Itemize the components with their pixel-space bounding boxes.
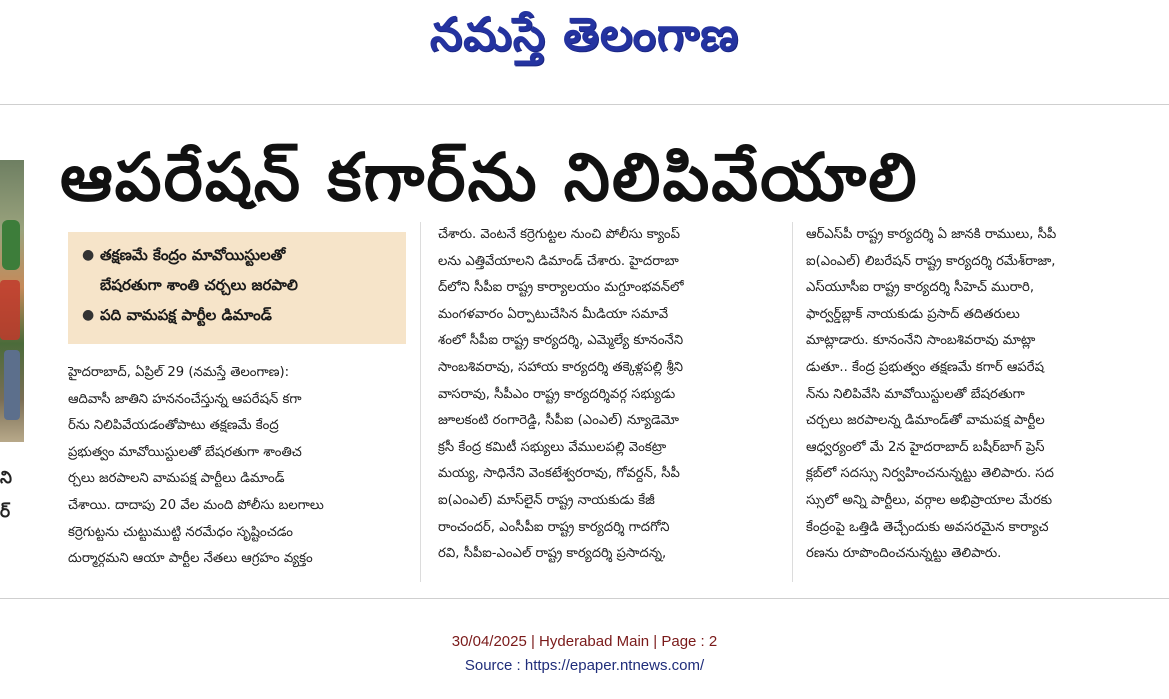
photo-figure <box>4 350 20 420</box>
article-text-line: చర్చలు జరపాలన్న డిమాండ్‌తో వామపక్ష పార్టీల <box>806 413 1045 429</box>
article-text-line: జూలకంటి రంగారెడ్డి, సీపీఐ (ఎంఎల్) న్యూడెమో <box>438 413 679 429</box>
highlight-line: తక్షణమే కేంద్రం మావోయిస్టులతో <box>100 246 286 264</box>
source-link[interactable]: Source : https://epaper.ntnews.com/ <box>464 657 705 674</box>
article-text-line: ఐ(ఎంఎల్) లిబరేషన్ రాష్ట్ర కార్యదర్శి రమేశ్‌రాజా, <box>806 253 1056 269</box>
article-text-line: మయ్య, సాధినేని వెంకటేశ్వరరావు, గోవర్దన్, సీపీ <box>438 466 680 482</box>
newspaper-title: నమస్తే తెలంగాణ <box>429 7 740 61</box>
article-text-line: లను ఎత్తివేయాలని డిమాండ్ చేశారు. హైదరాబా <box>438 253 679 269</box>
article-text-line: డుతూ.. కేంద్ర ప్రభుత్వం తక్షణమే కగార్ ఆపరేష <box>806 359 1045 375</box>
article-headline: ఆపరేషన్ కగార్‌ను నిలిపివేయాలి <box>60 139 919 216</box>
article-column-2 <box>438 222 780 568</box>
article-text-line: రవి, సీపీఐ-ఎంఎల్ రాష్ట్ర కార్యదర్శి ప్రసాదన్న, <box>438 546 667 562</box>
photo-figure <box>2 220 20 270</box>
article-column-3 <box>806 222 1152 568</box>
article-text-line: మాట్లాడారు. కూనంనేని సాంబశివరావు మాట్లా <box>806 333 1036 349</box>
article-text-line: రణను రూపొందించనున్నట్టు తెలిపారు. <box>806 546 1002 562</box>
column-divider <box>792 222 793 582</box>
highlight-box <box>68 232 406 344</box>
photo-fragment <box>0 160 24 442</box>
article-text-line: ర్‌ను నిలిపివేయడంతోపాటు తక్షణమే కేంద్ర <box>68 418 279 434</box>
article-text-line: శంలో సీపీఐ రాష్ట్ర కార్యదర్శి, ఎమ్మెల్యే కూనంనేని <box>438 333 684 349</box>
article-text-line: దుర్మార్గమని ఆయా పార్టీల నేతలు ఆగ్రహం వ్యక్తం <box>68 551 313 567</box>
article-text-line: స్సులో అన్ని పార్టీలు, వర్గాల అభిప్రాయాల మేరకు <box>806 492 1053 508</box>
masthead-divider <box>0 104 1169 105</box>
bullet-icon: ● <box>82 307 95 323</box>
masthead <box>0 0 1169 80</box>
highlight-line: బేషరతుగా శాంతి చర్చలు జరపాలి <box>100 276 298 294</box>
photo-figure <box>0 280 20 340</box>
article-text-line: చేశారు. వెంటనే కర్రెగుట్టల నుంచి పోలీసు క్యాంప్ <box>438 227 680 242</box>
article-text-line: ఎస్‌యూసీఐ రాష్ట్ర కార్యదర్శి సీహెచ్ మురారి, <box>806 280 1035 296</box>
article-text-line: ఫార్వర్డ్‌బ్లాక్ నాయకుడు ప్రసాద్ తదితరులు <box>806 306 1020 322</box>
article-text-line: ఆధ్వర్యంలో మే 2న హైదరాబాద్ బషీర్‌బాగ్ ప్రెస్ <box>806 439 1045 455</box>
article-text-line: సాంబశివరావు, సహాయ కార్యదర్శి తక్కెళ్లపల్లి శ్రీని <box>438 359 684 375</box>
article-text-line: కర్రెగుట్టను చుట్టుముట్టి నరమేధం సృష్టించడం <box>68 524 293 540</box>
article-text-line: మంగళవారం ఏర్పాటుచేసిన మీడియా సమావే <box>438 306 669 322</box>
article-text-line: న్‌ను నిలిపివేసి మావోయిస్టులతో బేషరతుగా <box>806 386 1025 402</box>
edition-info: 30/04/2025 | Hyderabad Main | Page : 2 <box>451 633 718 650</box>
article-text-line: ఆదివాసీ జాతిని హననంచేస్తున్న ఆపరేషన్ కగా <box>68 391 302 407</box>
article-text-line: హైదరాబాద్, ఏప్రిల్ 29 (నమస్తే తెలంగాణ): <box>68 365 290 380</box>
column-divider <box>420 222 421 582</box>
article-text-line: కేంద్రంపై ఒత్తిడి తెచ్చేందుకు అవసరమైన కార్యాచ <box>806 519 1049 535</box>
article-text-line: క్రసీ కేంద్ర కమిటీ సభ్యులు వేములపల్లి వెంకట్రా <box>438 439 667 455</box>
article-text-line: ఆర్‌ఎస్‌పీ రాష్ట్ర కార్యదర్శి ఏ జానకి రాములు, సీపీ <box>806 227 1057 242</box>
article-column-1 <box>68 360 410 573</box>
highlight-item <box>82 240 396 300</box>
page-footer <box>0 630 1169 678</box>
article-text-line: ఐ(ఎంఎల్) మాస్‌లైన్ రాష్ట్ర నాయకుడు కేజీ <box>438 492 655 508</box>
article-text-line: వాసరావు, సీపీఎం రాష్ట్ర కార్యదర్శివర్గ సభ్యుడు <box>438 386 676 402</box>
adjacent-article-fragment: ర్ <box>0 502 11 522</box>
article-bottom-divider <box>0 598 1169 599</box>
article-text-line: ప్రభుత్వం మావోయిస్టులతో బేషరతుగా శాంతిచ <box>68 444 302 460</box>
bullet-icon: ● <box>82 247 95 263</box>
article-text-line: చేశాయి. దాదాపు 20 వేల మంది పోలీసు బలగాలు <box>68 497 324 513</box>
highlight-line: పది వామపక్ష పార్టీల డిమాండ్ <box>100 306 272 324</box>
article-text-line: క్లబ్‌లో సదస్సు నిర్వహించనున్నట్టు తెలిపారు. సద <box>806 466 1054 482</box>
highlight-item <box>82 300 396 330</box>
article-text-line: ద్‌లోని సీపీఐ రాష్ట్ర కార్యాలయం మగ్దూంభవన్‌లో <box>438 280 684 296</box>
article-text-line: రాంచందర్, ఎంసీపీఐ రాష్ట్ర కార్యదర్శి గాదగోని <box>438 519 670 535</box>
adjacent-article-fragment: ని <box>0 468 12 488</box>
article-text-line: ర్చలు జరపాలని వామపక్ష పార్టీలు డిమాండ్ <box>68 471 285 487</box>
